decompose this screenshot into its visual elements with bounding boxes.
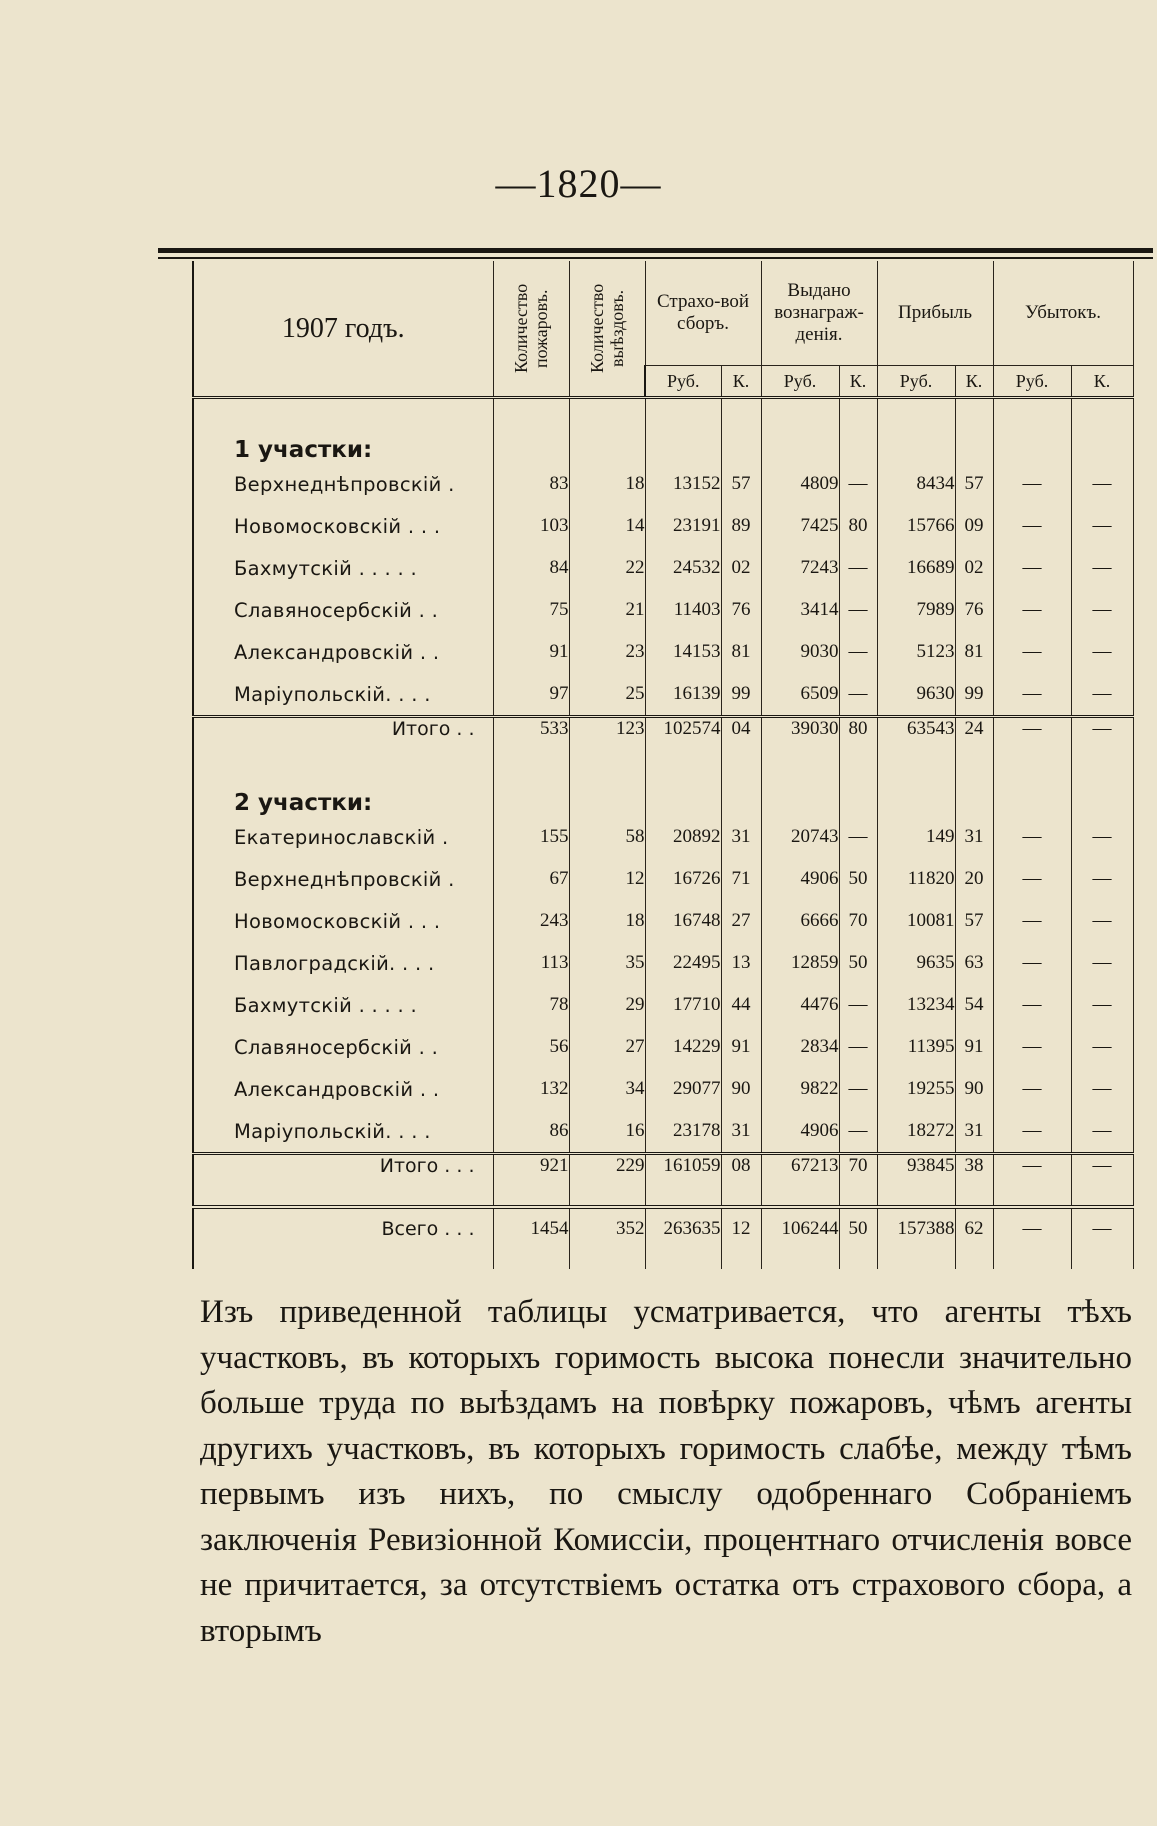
cell-trips: 35 <box>569 942 645 984</box>
cell-profit-r: 19255 <box>877 1068 955 1110</box>
cell-profit-r: 149 <box>877 816 955 858</box>
cell-paid-k: 70 <box>839 900 877 942</box>
cell-fee-r: 16726 <box>645 858 721 900</box>
cell-profit-k: 38 <box>955 1154 993 1190</box>
grand-total-row <box>193 1207 1133 1249</box>
cell-profit-k: 57 <box>955 463 993 505</box>
cell-trips: 14 <box>569 505 645 547</box>
table-row <box>193 858 1133 900</box>
cell-loss-k: — <box>1071 1026 1133 1068</box>
table-tail-row <box>193 1249 1133 1269</box>
district-name: Всего . . . <box>193 1207 493 1249</box>
table-row <box>193 900 1133 942</box>
cell-fires: 132 <box>493 1068 569 1110</box>
cell-paid-r: 9822 <box>761 1068 839 1110</box>
cell-fee-r: 161059 <box>645 1154 721 1190</box>
district-name: Бахмутскій . . . . . <box>193 984 493 1026</box>
top-rule <box>158 248 1153 253</box>
cell-loss-r: — <box>993 463 1071 505</box>
cell-paid-r: 9030 <box>761 631 839 673</box>
district-name: Бахмутскій . . . . . <box>193 547 493 589</box>
district-name: Маріупольскій. . . . <box>193 1110 493 1154</box>
unit-kop: К. <box>1071 366 1133 398</box>
cell-paid-k: — <box>839 984 877 1026</box>
cell-paid-r: 4476 <box>761 984 839 1026</box>
cell-profit-k: 24 <box>955 717 993 753</box>
header-profit: Прибыль <box>877 261 993 366</box>
cell-paid-k: 70 <box>839 1154 877 1190</box>
cell-trips: 12 <box>569 858 645 900</box>
cell-fee-r: 102574 <box>645 717 721 753</box>
page-number: —1820— <box>495 161 662 206</box>
cell-trips: 21 <box>569 589 645 631</box>
cell-profit-k: 09 <box>955 505 993 547</box>
cell-profit-k: 31 <box>955 1110 993 1154</box>
section-label: 1 участки: <box>193 398 493 464</box>
body-paragraph: Изъ приведенной таблицы усматривается, что агенты тѣхъ участковъ, въ которыхъ горимость высока понесли значительно больше труда по выѣздамъ на повѣрку пожаровъ, чѣмъ агенты другихъ участковъ, въ которыхъ горимость слабѣе, между тѣмъ первымъ изъ нихъ, по смыслу одобреннаго Собраніемъ заключенія Ревизіонной Комиссіи, процентнаго отчисленія вовсе не причитается, за отсутствіемъ остатка отъ страхового сбора, а вторымъ <box>200 1294 1132 1649</box>
cell-fires: 113 <box>493 942 569 984</box>
cell-loss-r: — <box>993 1207 1071 1249</box>
cell-profit-k: 20 <box>955 858 993 900</box>
cell-loss-k: — <box>1071 942 1133 984</box>
cell-fee-r: 29077 <box>645 1068 721 1110</box>
subtotal-row <box>193 1154 1133 1190</box>
cell-loss-k: — <box>1071 505 1133 547</box>
cell-loss-k: — <box>1071 717 1133 753</box>
cell-paid-k: 50 <box>839 1207 877 1249</box>
district-name: Александровскій . . <box>193 631 493 673</box>
cell-profit-k: 63 <box>955 942 993 984</box>
cell-paid-k: — <box>839 673 877 717</box>
header-insurance-fee: Страхо-вой сборъ. <box>645 261 761 366</box>
cell-loss-k: — <box>1071 858 1133 900</box>
cell-loss-r: — <box>993 1154 1071 1190</box>
district-name: Новомосковскій . . . <box>193 900 493 942</box>
cell-profit-k: 81 <box>955 631 993 673</box>
cell-profit-k: 54 <box>955 984 993 1026</box>
table-row <box>193 816 1133 858</box>
cell-loss-r: — <box>993 984 1071 1026</box>
cell-fires: 83 <box>493 463 569 505</box>
cell-fee-r: 263635 <box>645 1207 721 1249</box>
cell-fires: 155 <box>493 816 569 858</box>
district-name: Славяносербскій . . <box>193 589 493 631</box>
cell-fee-k: 04 <box>721 717 761 753</box>
table-row <box>193 463 1133 505</box>
table-row <box>193 505 1133 547</box>
cell-paid-k: — <box>839 631 877 673</box>
cell-trips: 58 <box>569 816 645 858</box>
cell-fee-k: 89 <box>721 505 761 547</box>
table-row <box>193 673 1133 717</box>
district-name: Славяносербскій . . <box>193 1026 493 1068</box>
table-row <box>193 1110 1133 1154</box>
section-heading-row <box>193 398 1133 464</box>
cell-profit-r: 9635 <box>877 942 955 984</box>
cell-loss-r: — <box>993 1110 1071 1154</box>
cell-fires: 97 <box>493 673 569 717</box>
cell-trips: 22 <box>569 547 645 589</box>
cell-loss-k: — <box>1071 631 1133 673</box>
cell-loss-r: — <box>993 816 1071 858</box>
cell-fee-r: 16748 <box>645 900 721 942</box>
cell-paid-k: 50 <box>839 942 877 984</box>
cell-fee-r: 14229 <box>645 1026 721 1068</box>
cell-fires: 243 <box>493 900 569 942</box>
cell-loss-k: — <box>1071 589 1133 631</box>
cell-fee-k: 99 <box>721 673 761 717</box>
cell-paid-k: 50 <box>839 858 877 900</box>
cell-paid-k: 80 <box>839 505 877 547</box>
cell-profit-r: 9630 <box>877 673 955 717</box>
cell-profit-r: 16689 <box>877 547 955 589</box>
header-fires-count: Количество пожаровъ. <box>493 261 569 398</box>
statistics-table <box>192 261 1134 1269</box>
cell-loss-r: — <box>993 505 1071 547</box>
cell-loss-k: — <box>1071 816 1133 858</box>
cell-loss-k: — <box>1071 547 1133 589</box>
cell-fee-k: 31 <box>721 1110 761 1154</box>
year-label: 1907 годъ. <box>193 261 493 398</box>
district-name: Маріупольскій. . . . <box>193 673 493 717</box>
district-name: Павлоградскій. . . . <box>193 942 493 984</box>
district-name: Верхнеднѣпровскій . <box>193 463 493 505</box>
cell-trips: 18 <box>569 900 645 942</box>
cell-fires: 56 <box>493 1026 569 1068</box>
cell-fires: 67 <box>493 858 569 900</box>
cell-loss-k: — <box>1071 673 1133 717</box>
cell-loss-k: — <box>1071 984 1133 1026</box>
cell-fires: 86 <box>493 1110 569 1154</box>
cell-fires: 84 <box>493 547 569 589</box>
cell-loss-r: — <box>993 942 1071 984</box>
cell-paid-r: 4906 <box>761 1110 839 1154</box>
header-loss: Убытокъ. <box>993 261 1133 366</box>
cell-fee-k: 12 <box>721 1207 761 1249</box>
district-name: Итого . . <box>193 717 493 753</box>
cell-paid-r: 4906 <box>761 858 839 900</box>
unit-kop: К. <box>721 366 761 398</box>
unit-rub: Руб. <box>877 366 955 398</box>
section-heading-row <box>193 752 1133 816</box>
cell-paid-r: 3414 <box>761 589 839 631</box>
cell-fee-r: 24532 <box>645 547 721 589</box>
cell-fee-k: 31 <box>721 816 761 858</box>
header-paid-rewards: Выдано вознаграж-денія. <box>761 261 877 366</box>
cell-fee-r: 14153 <box>645 631 721 673</box>
table-row <box>193 589 1133 631</box>
cell-profit-r: 11395 <box>877 1026 955 1068</box>
cell-trips: 25 <box>569 673 645 717</box>
cell-paid-k: — <box>839 816 877 858</box>
unit-rub: Руб. <box>993 366 1071 398</box>
cell-fee-r: 16139 <box>645 673 721 717</box>
table-row <box>193 984 1133 1026</box>
cell-profit-r: 15766 <box>877 505 955 547</box>
cell-fee-r: 11403 <box>645 589 721 631</box>
cell-trips: 229 <box>569 1154 645 1190</box>
cell-fee-k: 81 <box>721 631 761 673</box>
cell-fires: 75 <box>493 589 569 631</box>
header-trips-count: Количество выѣздовъ. <box>569 261 645 398</box>
cell-trips: 16 <box>569 1110 645 1154</box>
cell-loss-r: — <box>993 673 1071 717</box>
cell-profit-r: 5123 <box>877 631 955 673</box>
cell-fee-r: 23191 <box>645 505 721 547</box>
cell-fee-k: 44 <box>721 984 761 1026</box>
cell-loss-r: — <box>993 717 1071 753</box>
cell-fires: 1454 <box>493 1207 569 1249</box>
cell-fires: 103 <box>493 505 569 547</box>
cell-paid-r: 20743 <box>761 816 839 858</box>
cell-fee-k: 13 <box>721 942 761 984</box>
cell-profit-r: 93845 <box>877 1154 955 1190</box>
cell-profit-k: 76 <box>955 589 993 631</box>
cell-paid-k: 80 <box>839 717 877 753</box>
cell-trips: 27 <box>569 1026 645 1068</box>
cell-fee-r: 22495 <box>645 942 721 984</box>
cell-fee-k: 02 <box>721 547 761 589</box>
unit-rub: Руб. <box>645 366 721 398</box>
cell-paid-r: 12859 <box>761 942 839 984</box>
cell-trips: 34 <box>569 1068 645 1110</box>
table-row <box>193 942 1133 984</box>
cell-fires: 78 <box>493 984 569 1026</box>
cell-fee-k: 27 <box>721 900 761 942</box>
district-name: Итого . . . <box>193 1154 493 1190</box>
cell-fee-k: 90 <box>721 1068 761 1110</box>
district-name: Александровскій . . <box>193 1068 493 1110</box>
unit-kop: К. <box>839 366 877 398</box>
cell-loss-r: — <box>993 858 1071 900</box>
cell-trips: 123 <box>569 717 645 753</box>
cell-loss-r: — <box>993 1068 1071 1110</box>
cell-loss-k: — <box>1071 463 1133 505</box>
cell-paid-r: 106244 <box>761 1207 839 1249</box>
cell-paid-k: — <box>839 589 877 631</box>
cell-loss-r: — <box>993 589 1071 631</box>
cell-profit-r: 10081 <box>877 900 955 942</box>
cell-paid-r: 39030 <box>761 717 839 753</box>
cell-loss-r: — <box>993 547 1071 589</box>
table-row <box>193 1068 1133 1110</box>
cell-loss-k: — <box>1071 1207 1133 1249</box>
cell-profit-r: 7989 <box>877 589 955 631</box>
cell-loss-k: — <box>1071 1068 1133 1110</box>
cell-profit-r: 13234 <box>877 984 955 1026</box>
cell-fires: 533 <box>493 717 569 753</box>
cell-trips: 29 <box>569 984 645 1026</box>
cell-trips: 23 <box>569 631 645 673</box>
subtotal-row <box>193 717 1133 753</box>
cell-loss-k: — <box>1071 1110 1133 1154</box>
spacer-row <box>193 1189 1133 1207</box>
district-name: Екатеринославскій . <box>193 816 493 858</box>
cell-fee-r: 13152 <box>645 463 721 505</box>
cell-profit-r: 63543 <box>877 717 955 753</box>
cell-fee-k: 08 <box>721 1154 761 1190</box>
cell-fee-r: 20892 <box>645 816 721 858</box>
cell-loss-r: — <box>993 900 1071 942</box>
cell-profit-r: 11820 <box>877 858 955 900</box>
district-name: Верхнеднѣпровскій . <box>193 858 493 900</box>
cell-fee-r: 17710 <box>645 984 721 1026</box>
cell-profit-k: 31 <box>955 816 993 858</box>
cell-paid-r: 4809 <box>761 463 839 505</box>
cell-paid-r: 6509 <box>761 673 839 717</box>
cell-loss-k: — <box>1071 900 1133 942</box>
top-rule-thin <box>158 257 1153 259</box>
cell-profit-k: 99 <box>955 673 993 717</box>
district-name: Новомосковскій . . . <box>193 505 493 547</box>
cell-profit-k: 91 <box>955 1026 993 1068</box>
cell-fires: 921 <box>493 1154 569 1190</box>
cell-paid-r: 7243 <box>761 547 839 589</box>
cell-profit-k: 90 <box>955 1068 993 1110</box>
section-label: 2 участки: <box>193 752 493 816</box>
unit-kop: К. <box>955 366 993 398</box>
cell-trips: 18 <box>569 463 645 505</box>
cell-profit-k: 62 <box>955 1207 993 1249</box>
cell-loss-k: — <box>1071 1154 1133 1190</box>
cell-loss-r: — <box>993 1026 1071 1068</box>
cell-fires: 91 <box>493 631 569 673</box>
cell-profit-r: 18272 <box>877 1110 955 1154</box>
cell-paid-k: — <box>839 1026 877 1068</box>
cell-profit-r: 157388 <box>877 1207 955 1249</box>
cell-paid-k: — <box>839 1068 877 1110</box>
cell-paid-k: — <box>839 463 877 505</box>
cell-profit-k: 02 <box>955 547 993 589</box>
cell-fee-k: 71 <box>721 858 761 900</box>
cell-profit-k: 57 <box>955 900 993 942</box>
cell-fee-r: 23178 <box>645 1110 721 1154</box>
cell-loss-r: — <box>993 631 1071 673</box>
cell-paid-k: — <box>839 1110 877 1154</box>
cell-paid-k: — <box>839 547 877 589</box>
cell-paid-r: 6666 <box>761 900 839 942</box>
cell-trips: 352 <box>569 1207 645 1249</box>
cell-fee-k: 76 <box>721 589 761 631</box>
table-row <box>193 1026 1133 1068</box>
cell-profit-r: 8434 <box>877 463 955 505</box>
cell-fee-k: 91 <box>721 1026 761 1068</box>
table-row <box>193 547 1133 589</box>
cell-paid-r: 2834 <box>761 1026 839 1068</box>
table-row <box>193 631 1133 673</box>
unit-rub: Руб. <box>761 366 839 398</box>
cell-paid-r: 67213 <box>761 1154 839 1190</box>
cell-paid-r: 7425 <box>761 505 839 547</box>
cell-fee-k: 57 <box>721 463 761 505</box>
